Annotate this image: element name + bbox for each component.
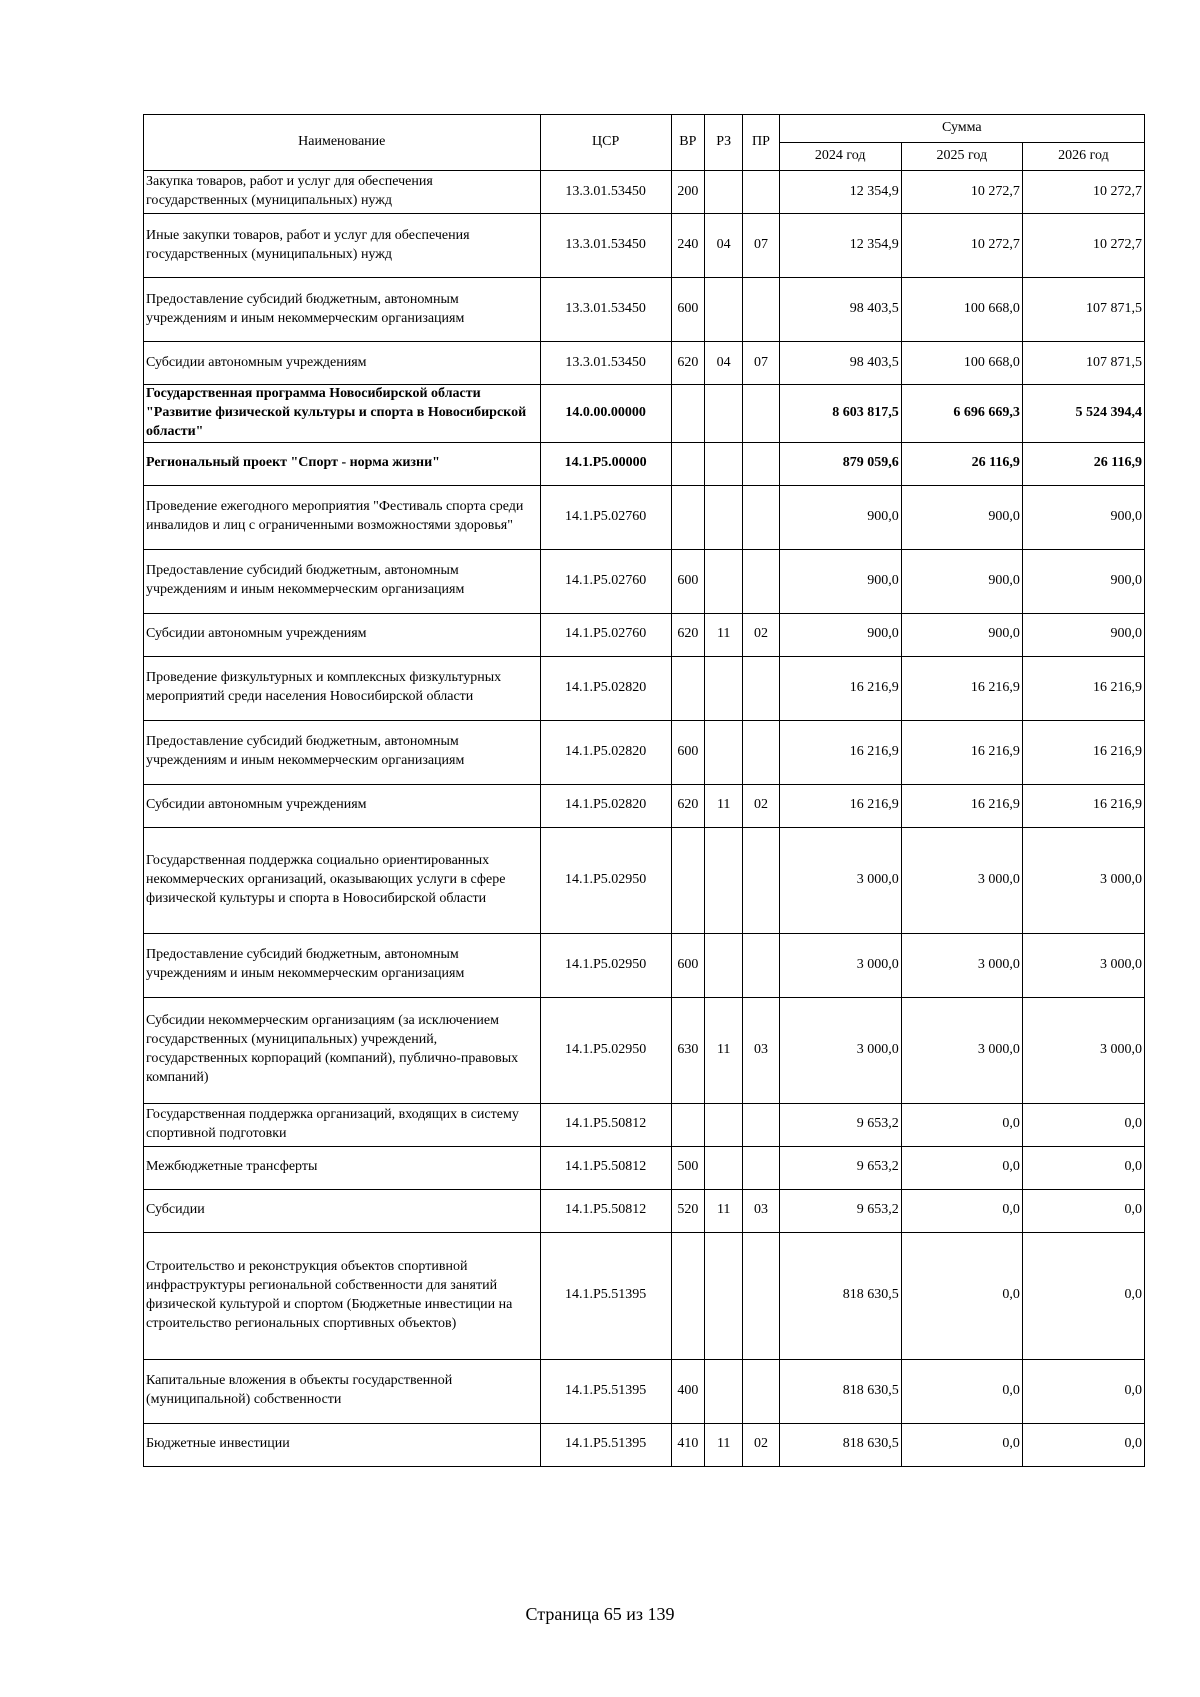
row-csr: 14.1.P5.00000 [540,442,671,485]
row-rz: 11 [705,997,743,1103]
row-rz: 11 [705,1189,743,1232]
row-amount-2025: 900,0 [901,485,1022,549]
row-amount-2026: 16 216,9 [1022,656,1144,720]
row-amount-2024: 900,0 [779,613,901,656]
row-csr: 14.1.P5.50812 [540,1146,671,1189]
table-row [144,1423,1145,1466]
row-rz: 11 [705,784,743,827]
row-name: Предоставление субсидий бюджетным, автономным учреждениям и иным некоммерческим организациям [144,720,541,784]
row-csr: 14.1.P5.02760 [540,613,671,656]
row-amount-2026: 900,0 [1022,549,1144,613]
row-amount-2026: 16 216,9 [1022,720,1144,784]
table-row [144,1103,1145,1146]
row-pr: 03 [743,1189,779,1232]
row-pr [743,1146,779,1189]
table-row [144,933,1145,997]
row-pr [743,656,779,720]
row-csr: 14.1.P5.50812 [540,1103,671,1146]
row-amount-2024: 818 630,5 [779,1359,901,1423]
row-csr: 14.1.P5.02820 [540,784,671,827]
row-amount-2025: 0,0 [901,1232,1022,1359]
row-pr: 02 [743,1423,779,1466]
row-pr [743,933,779,997]
row-amount-2025: 16 216,9 [901,720,1022,784]
row-pr: 07 [743,342,779,385]
row-rz [705,442,743,485]
row-amount-2025: 3 000,0 [901,997,1022,1103]
header-year-2026: 2026 год [1022,143,1144,171]
row-csr: 13.3.01.53450 [540,278,671,342]
row-amount-2024: 3 000,0 [779,827,901,933]
row-vr: 630 [671,997,704,1103]
row-csr: 14.1.P5.02950 [540,827,671,933]
row-amount-2024: 12 354,9 [779,214,901,278]
row-amount-2025: 100 668,0 [901,342,1022,385]
row-rz [705,827,743,933]
row-amount-2024: 879 059,6 [779,442,901,485]
row-amount-2024: 8 603 817,5 [779,385,901,443]
row-vr: 600 [671,933,704,997]
row-pr [743,442,779,485]
row-csr: 13.3.01.53450 [540,342,671,385]
row-name: Государственная программа Новосибирской области "Развитие физической культуры и спорта в Новосибирской области" [144,385,541,443]
row-vr: 620 [671,613,704,656]
row-rz [705,485,743,549]
row-csr: 14.1.P5.02820 [540,720,671,784]
table-row [144,1232,1145,1359]
row-pr: 02 [743,784,779,827]
row-amount-2026: 0,0 [1022,1189,1144,1232]
row-amount-2025: 900,0 [901,613,1022,656]
row-vr [671,485,704,549]
row-amount-2024: 3 000,0 [779,997,901,1103]
row-name: Субсидии автономным учреждениям [144,342,541,385]
page-number: Страница 65 из 139 [525,1604,675,1624]
row-pr [743,720,779,784]
row-rz: 04 [705,342,743,385]
row-pr [743,1103,779,1146]
table-row [144,214,1145,278]
table-row [144,385,1145,443]
row-amount-2025: 10 272,7 [901,214,1022,278]
row-amount-2026: 0,0 [1022,1232,1144,1359]
row-rz [705,1103,743,1146]
row-amount-2026: 3 000,0 [1022,997,1144,1103]
table-row [144,442,1145,485]
row-name: Государственная поддержка социально ориентированных некоммерческих организаций, оказывающих услуги в сфере физической культуры и спорта в Новосибирской области [144,827,541,933]
header-vr: ВР [671,115,704,171]
table-row [144,784,1145,827]
row-amount-2026: 900,0 [1022,485,1144,549]
row-amount-2026: 107 871,5 [1022,278,1144,342]
table-row [144,613,1145,656]
row-vr [671,1232,704,1359]
header-csr: ЦСР [540,115,671,171]
row-amount-2025: 10 272,7 [901,171,1022,214]
row-name: Строительство и реконструкция объектов спортивной инфраструктуры региональной собственности для занятий физической культурой и спортом (Бюджетные инвестиции на строительство региональных спортивных объектов) [144,1232,541,1359]
row-amount-2024: 9 653,2 [779,1189,901,1232]
row-vr: 500 [671,1146,704,1189]
row-amount-2024: 818 630,5 [779,1232,901,1359]
row-vr: 400 [671,1359,704,1423]
row-rz [705,278,743,342]
row-rz [705,385,743,443]
row-pr [743,278,779,342]
row-amount-2024: 3 000,0 [779,933,901,997]
row-csr: 14.1.P5.50812 [540,1189,671,1232]
row-amount-2025: 0,0 [901,1359,1022,1423]
row-name: Закупка товаров, работ и услуг для обеспечения государственных (муниципальных) нужд [144,171,541,214]
row-amount-2026: 0,0 [1022,1423,1144,1466]
row-pr [743,171,779,214]
row-vr: 620 [671,342,704,385]
row-vr: 410 [671,1423,704,1466]
row-amount-2026: 0,0 [1022,1103,1144,1146]
row-pr: 07 [743,214,779,278]
header-name: Наименование [144,115,541,171]
row-name: Межбюджетные трансферты [144,1146,541,1189]
row-vr [671,827,704,933]
row-rz: 11 [705,1423,743,1466]
row-vr: 240 [671,214,704,278]
row-rz: 04 [705,214,743,278]
row-name: Иные закупки товаров, работ и услуг для обеспечения государственных (муниципальных) нужд [144,214,541,278]
row-rz [705,549,743,613]
table-row [144,656,1145,720]
row-csr: 14.1.P5.51395 [540,1359,671,1423]
row-vr [671,442,704,485]
row-amount-2026: 3 000,0 [1022,827,1144,933]
row-amount-2024: 16 216,9 [779,656,901,720]
row-pr [743,385,779,443]
row-rz [705,1146,743,1189]
row-pr [743,549,779,613]
row-amount-2025: 16 216,9 [901,784,1022,827]
row-amount-2025: 100 668,0 [901,278,1022,342]
table-row [144,549,1145,613]
row-amount-2024: 12 354,9 [779,171,901,214]
table-row [144,278,1145,342]
row-amount-2026: 3 000,0 [1022,933,1144,997]
row-amount-2026: 0,0 [1022,1359,1144,1423]
row-amount-2026: 900,0 [1022,613,1144,656]
row-csr: 13.3.01.53450 [540,214,671,278]
table-body [144,171,1145,1467]
row-name: Бюджетные инвестиции [144,1423,541,1466]
row-rz [705,720,743,784]
row-name: Субсидии некоммерческим организациям (за исключением государственных (муниципальных) учреждений, государственных корпораций (компаний), публично-правовых компаний) [144,997,541,1103]
row-rz: 11 [705,613,743,656]
row-vr [671,385,704,443]
row-name: Капитальные вложения в объекты государственной (муниципальной) собственности [144,1359,541,1423]
row-amount-2024: 9 653,2 [779,1146,901,1189]
row-amount-2026: 5 524 394,4 [1022,385,1144,443]
row-amount-2025: 900,0 [901,549,1022,613]
row-name: Проведение ежегодного мероприятия "Фестиваль спорта среди инвалидов и лиц с ограниченными возможностями здоровья" [144,485,541,549]
row-vr: 600 [671,278,704,342]
table-row [144,827,1145,933]
row-amount-2025: 16 216,9 [901,656,1022,720]
row-csr: 14.1.P5.02950 [540,933,671,997]
row-amount-2026: 10 272,7 [1022,171,1144,214]
row-pr [743,827,779,933]
table-row [144,1146,1145,1189]
row-csr: 14.1.P5.51395 [540,1232,671,1359]
row-name: Предоставление субсидий бюджетным, автономным учреждениям и иным некоммерческим организациям [144,278,541,342]
row-csr: 14.1.P5.02820 [540,656,671,720]
row-csr: 14.1.P5.02760 [540,485,671,549]
row-vr: 600 [671,720,704,784]
row-amount-2025: 3 000,0 [901,827,1022,933]
row-csr: 14.1.P5.51395 [540,1423,671,1466]
table-row [144,485,1145,549]
row-csr: 14.1.P5.02760 [540,549,671,613]
table-row [144,720,1145,784]
row-pr: 03 [743,997,779,1103]
row-amount-2024: 98 403,5 [779,342,901,385]
header-year-2024: 2024 год [779,143,901,171]
header-sum: Сумма [779,115,1144,143]
row-amount-2025: 0,0 [901,1146,1022,1189]
budget-table [143,114,1145,1467]
row-csr: 13.3.01.53450 [540,171,671,214]
row-amount-2026: 10 272,7 [1022,214,1144,278]
row-vr [671,656,704,720]
row-amount-2026: 26 116,9 [1022,442,1144,485]
row-name: Субсидии [144,1189,541,1232]
row-amount-2025: 0,0 [901,1103,1022,1146]
row-amount-2024: 9 653,2 [779,1103,901,1146]
header-pr: ПР [743,115,779,171]
table-row [144,997,1145,1103]
header-year-2025: 2025 год [901,143,1022,171]
row-amount-2024: 818 630,5 [779,1423,901,1466]
row-amount-2026: 107 871,5 [1022,342,1144,385]
row-name: Региональный проект "Спорт - норма жизни" [144,442,541,485]
row-amount-2025: 0,0 [901,1423,1022,1466]
row-name: Предоставление субсидий бюджетным, автономным учреждениям и иным некоммерческим организациям [144,549,541,613]
row-pr [743,1359,779,1423]
row-name: Субсидии автономным учреждениям [144,784,541,827]
table-row [144,171,1145,214]
row-rz [705,656,743,720]
row-name: Предоставление субсидий бюджетным, автономным учреждениям и иным некоммерческим организациям [144,933,541,997]
row-vr: 600 [671,549,704,613]
header-rz: РЗ [705,115,743,171]
row-amount-2024: 900,0 [779,549,901,613]
row-rz [705,171,743,214]
row-amount-2025: 0,0 [901,1189,1022,1232]
row-amount-2026: 0,0 [1022,1146,1144,1189]
row-vr: 520 [671,1189,704,1232]
row-amount-2025: 6 696 669,3 [901,385,1022,443]
row-rz [705,1232,743,1359]
table-row [144,1189,1145,1232]
row-amount-2026: 16 216,9 [1022,784,1144,827]
row-amount-2024: 16 216,9 [779,784,901,827]
row-vr: 620 [671,784,704,827]
row-amount-2024: 16 216,9 [779,720,901,784]
row-name: Субсидии автономным учреждениям [144,613,541,656]
row-csr: 14.1.P5.02950 [540,997,671,1103]
row-vr [671,1103,704,1146]
row-rz [705,1359,743,1423]
row-vr: 200 [671,171,704,214]
row-name: Проведение физкультурных и комплексных физкультурных мероприятий среди населения Новосибирской области [144,656,541,720]
table-row [144,1359,1145,1423]
row-amount-2025: 3 000,0 [901,933,1022,997]
row-pr [743,485,779,549]
row-rz [705,933,743,997]
row-amount-2025: 26 116,9 [901,442,1022,485]
row-csr: 14.0.00.00000 [540,385,671,443]
row-amount-2024: 900,0 [779,485,901,549]
row-pr: 02 [743,613,779,656]
row-name: Государственная поддержка организаций, входящих в систему спортивной подготовки [144,1103,541,1146]
table-row [144,342,1145,385]
row-amount-2024: 98 403,5 [779,278,901,342]
row-pr [743,1232,779,1359]
